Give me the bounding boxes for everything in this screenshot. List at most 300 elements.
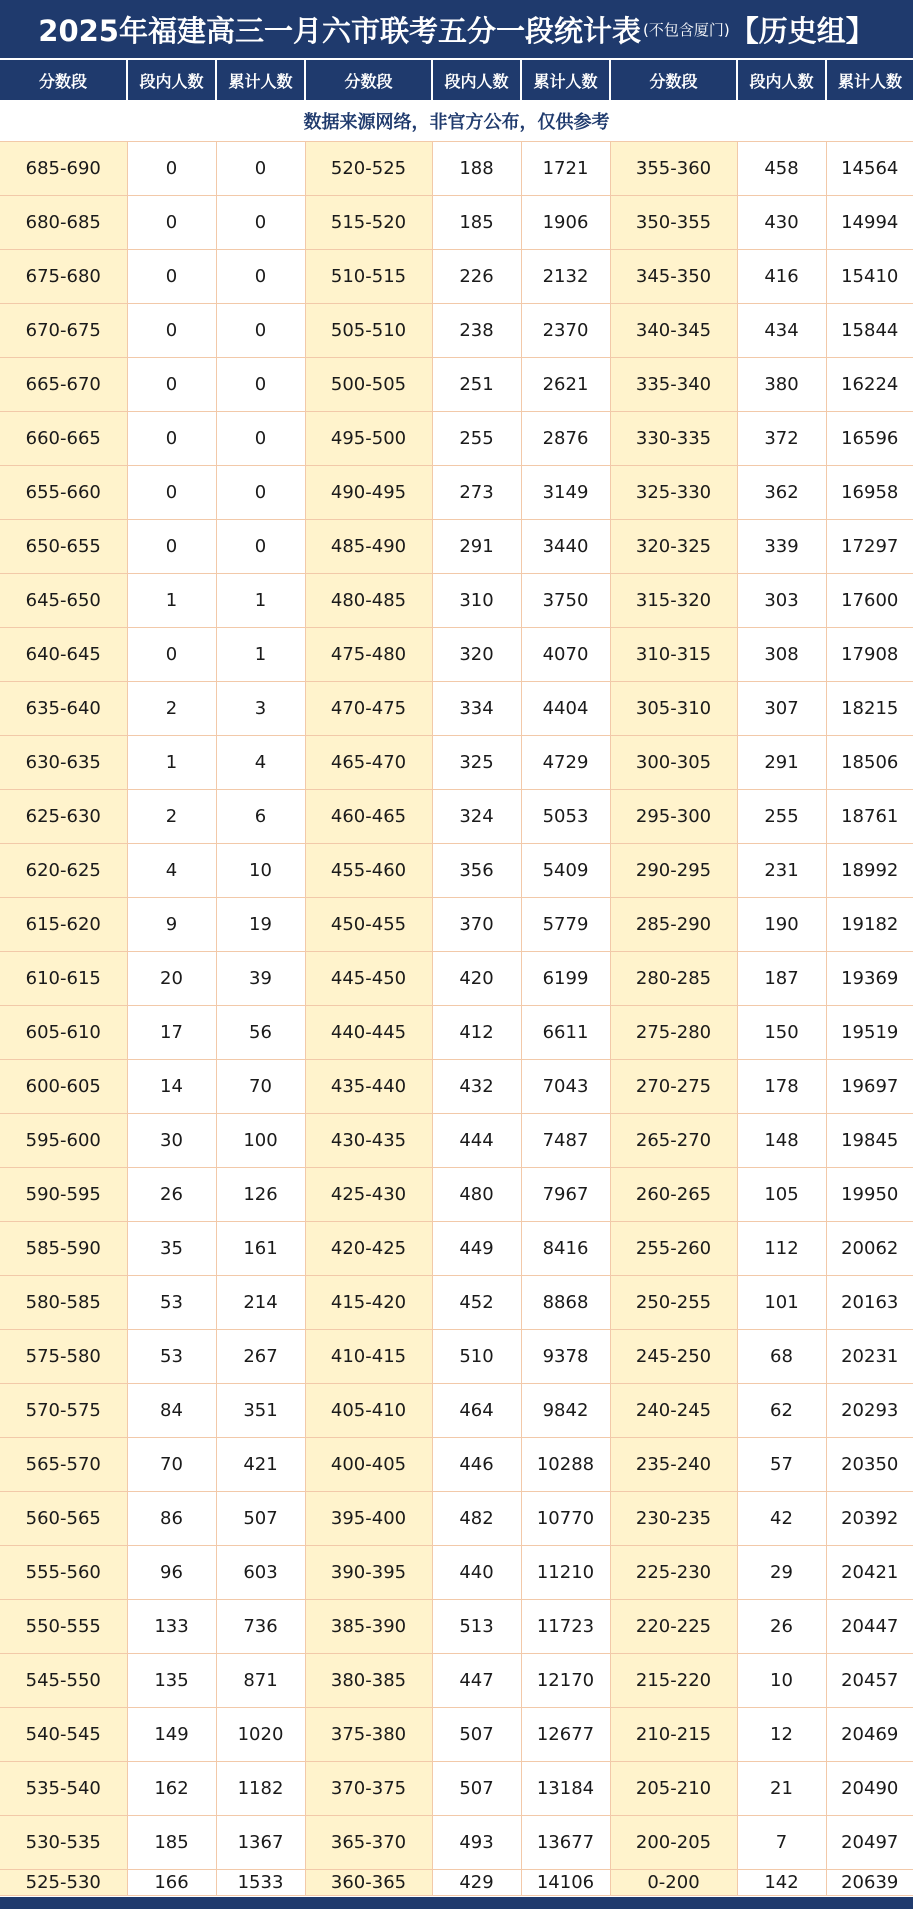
table-row: [0, 1006, 913, 1060]
segment-count-cell: 14: [127, 1060, 216, 1114]
score-range-cell: 285-290: [610, 898, 737, 952]
source-note-row: [0, 100, 913, 142]
segment-count-cell: 255: [737, 790, 826, 844]
cumulative-count-cell: 4729: [521, 736, 610, 790]
segment-count-cell: 226: [432, 250, 521, 304]
segment-count-cell: 238: [432, 304, 521, 358]
score-range-cell: 570-575: [0, 1384, 127, 1438]
score-range-cell: 585-590: [0, 1222, 127, 1276]
table-row: [0, 250, 913, 304]
segment-count-cell: 0: [127, 304, 216, 358]
segment-count-cell: 0: [127, 358, 216, 412]
score-range-cell: 430-435: [305, 1114, 432, 1168]
segment-count-cell: 185: [432, 196, 521, 250]
score-range-cell: 675-680: [0, 250, 127, 304]
segment-count-cell: 291: [432, 520, 521, 574]
score-range-cell: 560-565: [0, 1492, 127, 1546]
segment-count-cell: 162: [127, 1762, 216, 1816]
table-row: [0, 1654, 913, 1708]
segment-count-cell: 9: [127, 898, 216, 952]
segment-count-cell: 362: [737, 466, 826, 520]
segment-count-cell: 187: [737, 952, 826, 1006]
page-title: 2025年福建高三一月六市联考五分一段统计表: [38, 13, 641, 48]
table-row: [0, 736, 913, 790]
segment-count-cell: 35: [127, 1222, 216, 1276]
segment-count-cell: 458: [737, 142, 826, 196]
segment-count-cell: 84: [127, 1384, 216, 1438]
segment-count-cell: 0: [127, 520, 216, 574]
score-range-cell: 660-665: [0, 412, 127, 466]
segment-count-cell: 0: [127, 628, 216, 682]
table-row: [0, 142, 913, 196]
score-range-cell: 500-505: [305, 358, 432, 412]
cumulative-count-cell: 9378: [521, 1330, 610, 1384]
cumulative-count-cell: 39: [216, 952, 305, 1006]
table-row: [0, 1384, 913, 1438]
score-range-cell: 470-475: [305, 682, 432, 736]
cumulative-count-cell: 19369: [826, 952, 913, 1006]
segment-count-cell: 190: [737, 898, 826, 952]
cumulative-count-cell: 19697: [826, 1060, 913, 1114]
segment-count-cell: 148: [737, 1114, 826, 1168]
cumulative-count-cell: 16224: [826, 358, 913, 412]
score-range-cell: 620-625: [0, 844, 127, 898]
cumulative-count-cell: 20639: [826, 1870, 913, 1896]
cumulative-count-cell: 15410: [826, 250, 913, 304]
table-row: [0, 1870, 913, 1896]
score-range-cell: 520-525: [305, 142, 432, 196]
cumulative-count-cell: 13184: [521, 1762, 610, 1816]
cumulative-count-cell: 1182: [216, 1762, 305, 1816]
table-row: [0, 844, 913, 898]
score-range-cell: 455-460: [305, 844, 432, 898]
segment-count-cell: 420: [432, 952, 521, 1006]
segment-count-cell: 310: [432, 574, 521, 628]
segment-count-cell: 308: [737, 628, 826, 682]
score-range-cell: 235-240: [610, 1438, 737, 1492]
score-range-cell: 525-530: [0, 1870, 127, 1896]
score-range-cell: 545-550: [0, 1654, 127, 1708]
cumulative-count-cell: 9842: [521, 1384, 610, 1438]
table-row: [0, 1600, 913, 1654]
segment-count-cell: 434: [737, 304, 826, 358]
score-range-cell: 230-235: [610, 1492, 737, 1546]
cumulative-count-cell: 0: [216, 466, 305, 520]
table-row: [0, 682, 913, 736]
segment-count-cell: 324: [432, 790, 521, 844]
score-range-cell: 445-450: [305, 952, 432, 1006]
cumulative-count-cell: 8868: [521, 1276, 610, 1330]
col-header-score-range: 分数段: [305, 60, 432, 100]
table-row: [0, 1546, 913, 1600]
segment-count-cell: 26: [127, 1168, 216, 1222]
score-range-cell: 270-275: [610, 1060, 737, 1114]
segment-count-cell: 42: [737, 1492, 826, 1546]
table-row: [0, 574, 913, 628]
cumulative-count-cell: 70: [216, 1060, 305, 1114]
cumulative-count-cell: 1020: [216, 1708, 305, 1762]
table-row: [0, 898, 913, 952]
cumulative-count-cell: 1721: [521, 142, 610, 196]
segment-count-cell: 17: [127, 1006, 216, 1060]
segment-count-cell: 507: [432, 1708, 521, 1762]
score-range-cell: 375-380: [305, 1708, 432, 1762]
cumulative-count-cell: 6611: [521, 1006, 610, 1060]
cumulative-count-cell: 19182: [826, 898, 913, 952]
segment-count-cell: 21: [737, 1762, 826, 1816]
table-row: [0, 1438, 913, 1492]
cumulative-count-cell: 2876: [521, 412, 610, 466]
segment-count-cell: 12: [737, 1708, 826, 1762]
score-range-cell: 490-495: [305, 466, 432, 520]
score-range-cell: 635-640: [0, 682, 127, 736]
col-header-segment-count: 段内人数: [432, 60, 521, 100]
score-range-cell: 460-465: [305, 790, 432, 844]
cumulative-count-cell: 20490: [826, 1762, 913, 1816]
score-range-cell: 320-325: [610, 520, 737, 574]
score-range-cell: 645-650: [0, 574, 127, 628]
cumulative-count-cell: 351: [216, 1384, 305, 1438]
cumulative-count-cell: 6199: [521, 952, 610, 1006]
cumulative-count-cell: 3750: [521, 574, 610, 628]
score-range-cell: 600-605: [0, 1060, 127, 1114]
table-row: [0, 1060, 913, 1114]
cumulative-count-cell: 10770: [521, 1492, 610, 1546]
segment-count-cell: 429: [432, 1870, 521, 1896]
score-range-cell: 565-570: [0, 1438, 127, 1492]
segment-count-cell: 135: [127, 1654, 216, 1708]
segment-count-cell: 70: [127, 1438, 216, 1492]
score-range-cell: 515-520: [305, 196, 432, 250]
cumulative-count-cell: 13677: [521, 1816, 610, 1870]
cumulative-count-cell: 0: [216, 412, 305, 466]
cumulative-count-cell: 0: [216, 142, 305, 196]
segment-count-cell: 412: [432, 1006, 521, 1060]
segment-count-cell: 57: [737, 1438, 826, 1492]
cumulative-count-cell: 17908: [826, 628, 913, 682]
segment-count-cell: 334: [432, 682, 521, 736]
segment-count-cell: 231: [737, 844, 826, 898]
score-range-cell: 335-340: [610, 358, 737, 412]
col-header-score-range: 分数段: [0, 60, 127, 100]
table-row: [0, 790, 913, 844]
segment-count-cell: 452: [432, 1276, 521, 1330]
score-range-cell: 555-560: [0, 1546, 127, 1600]
header-row: [0, 60, 913, 100]
segment-count-cell: 0: [127, 250, 216, 304]
score-range-cell: 435-440: [305, 1060, 432, 1114]
cumulative-count-cell: 15844: [826, 304, 913, 358]
score-range-cell: 310-315: [610, 628, 737, 682]
table-row: [0, 1492, 913, 1546]
score-range-cell: 280-285: [610, 952, 737, 1006]
score-range-cell: 370-375: [305, 1762, 432, 1816]
col-header-score-range: 分数段: [610, 60, 737, 100]
cumulative-count-cell: 19: [216, 898, 305, 952]
score-range-cell: 395-400: [305, 1492, 432, 1546]
score-range-cell: 450-455: [305, 898, 432, 952]
score-range-cell: 315-320: [610, 574, 737, 628]
score-range-cell: 355-360: [610, 142, 737, 196]
score-range-cell: 380-385: [305, 1654, 432, 1708]
cumulative-count-cell: 0: [216, 358, 305, 412]
segment-count-cell: 7: [737, 1816, 826, 1870]
cumulative-count-cell: 12170: [521, 1654, 610, 1708]
cumulative-count-cell: 14994: [826, 196, 913, 250]
cumulative-count-cell: 20469: [826, 1708, 913, 1762]
segment-count-cell: 325: [432, 736, 521, 790]
cumulative-count-cell: 20350: [826, 1438, 913, 1492]
score-range-cell: 305-310: [610, 682, 737, 736]
table-row: [0, 304, 913, 358]
cumulative-count-cell: 7043: [521, 1060, 610, 1114]
segment-count-cell: 291: [737, 736, 826, 790]
score-range-cell: 440-445: [305, 1006, 432, 1060]
score-range-cell: 325-330: [610, 466, 737, 520]
segment-count-cell: 0: [127, 412, 216, 466]
table-row: [0, 196, 913, 250]
score-range-cell: 405-410: [305, 1384, 432, 1438]
score-range-cell: 275-280: [610, 1006, 737, 1060]
segment-count-cell: 480: [432, 1168, 521, 1222]
score-range-cell: 630-635: [0, 736, 127, 790]
segment-count-cell: 464: [432, 1384, 521, 1438]
table-row: [0, 466, 913, 520]
score-range-cell: 540-545: [0, 1708, 127, 1762]
segment-count-cell: 444: [432, 1114, 521, 1168]
cumulative-count-cell: 10: [216, 844, 305, 898]
cumulative-count-cell: 0: [216, 304, 305, 358]
segment-count-cell: 53: [127, 1330, 216, 1384]
table-row: [0, 1276, 913, 1330]
segment-count-cell: 482: [432, 1492, 521, 1546]
table-row: [0, 358, 913, 412]
title-bar: [0, 0, 913, 60]
score-range-cell: 475-480: [305, 628, 432, 682]
score-range-cell: 210-215: [610, 1708, 737, 1762]
score-range-cell: 400-405: [305, 1438, 432, 1492]
cumulative-count-cell: 18761: [826, 790, 913, 844]
segment-count-cell: 26: [737, 1600, 826, 1654]
cumulative-count-cell: 20457: [826, 1654, 913, 1708]
segment-count-cell: 2: [127, 682, 216, 736]
cumulative-count-cell: 20421: [826, 1546, 913, 1600]
segment-count-cell: 0: [127, 196, 216, 250]
segment-count-cell: 86: [127, 1492, 216, 1546]
segment-count-cell: 105: [737, 1168, 826, 1222]
segment-count-cell: 432: [432, 1060, 521, 1114]
page-title-note: (不包含厦门): [642, 20, 730, 39]
cumulative-count-cell: 20392: [826, 1492, 913, 1546]
cumulative-count-cell: 18992: [826, 844, 913, 898]
score-range-cell: 580-585: [0, 1276, 127, 1330]
score-range-cell: 650-655: [0, 520, 127, 574]
segment-count-cell: 0: [127, 142, 216, 196]
cumulative-count-cell: 5779: [521, 898, 610, 952]
cumulative-count-cell: 20497: [826, 1816, 913, 1870]
segment-count-cell: 185: [127, 1816, 216, 1870]
cumulative-count-cell: 16958: [826, 466, 913, 520]
score-range-cell: 550-555: [0, 1600, 127, 1654]
table-row: [0, 628, 913, 682]
score-range-cell: 495-500: [305, 412, 432, 466]
segment-count-cell: 320: [432, 628, 521, 682]
table-row: [0, 1330, 913, 1384]
cumulative-count-cell: 4: [216, 736, 305, 790]
table-row: [0, 1114, 913, 1168]
cumulative-count-cell: 19519: [826, 1006, 913, 1060]
score-range-cell: 605-610: [0, 1006, 127, 1060]
score-range-cell: 255-260: [610, 1222, 737, 1276]
segment-count-cell: 150: [737, 1006, 826, 1060]
score-range-cell: 575-580: [0, 1330, 127, 1384]
bottom-bar: [0, 1897, 913, 1909]
segment-count-cell: 96: [127, 1546, 216, 1600]
cumulative-count-cell: 3: [216, 682, 305, 736]
score-range-cell: 530-535: [0, 1816, 127, 1870]
score-range-cell: 655-660: [0, 466, 127, 520]
score-range-cell: 250-255: [610, 1276, 737, 1330]
segment-count-cell: 166: [127, 1870, 216, 1896]
cumulative-count-cell: 5409: [521, 844, 610, 898]
cumulative-count-cell: 20231: [826, 1330, 913, 1384]
source-note: 数据来源网络，非官方公布，仅供参考: [0, 100, 913, 142]
cumulative-count-cell: 0: [216, 250, 305, 304]
score-range-cell: 595-600: [0, 1114, 127, 1168]
cumulative-count-cell: 100: [216, 1114, 305, 1168]
cumulative-count-cell: 10288: [521, 1438, 610, 1492]
score-range-cell: 425-430: [305, 1168, 432, 1222]
cumulative-count-cell: 2621: [521, 358, 610, 412]
segment-count-cell: 356: [432, 844, 521, 898]
table-row: [0, 1816, 913, 1870]
cumulative-count-cell: 736: [216, 1600, 305, 1654]
segment-count-cell: 440: [432, 1546, 521, 1600]
score-range-cell: 665-670: [0, 358, 127, 412]
cumulative-count-cell: 126: [216, 1168, 305, 1222]
cumulative-count-cell: 214: [216, 1276, 305, 1330]
score-range-cell: 0-200: [610, 1870, 737, 1896]
cumulative-count-cell: 12677: [521, 1708, 610, 1762]
cumulative-count-cell: 2370: [521, 304, 610, 358]
segment-count-cell: 112: [737, 1222, 826, 1276]
segment-count-cell: 303: [737, 574, 826, 628]
segment-count-cell: 68: [737, 1330, 826, 1384]
segment-count-cell: 507: [432, 1762, 521, 1816]
table-row: [0, 1708, 913, 1762]
cumulative-count-cell: 2132: [521, 250, 610, 304]
cumulative-count-cell: 871: [216, 1654, 305, 1708]
cumulative-count-cell: 20447: [826, 1600, 913, 1654]
cumulative-count-cell: 3440: [521, 520, 610, 574]
cumulative-count-cell: 3149: [521, 466, 610, 520]
cumulative-count-cell: 18215: [826, 682, 913, 736]
segment-count-cell: 430: [737, 196, 826, 250]
segment-count-cell: 2: [127, 790, 216, 844]
col-header-segment-count: 段内人数: [737, 60, 826, 100]
score-range-cell: 340-345: [610, 304, 737, 358]
score-range-cell: 505-510: [305, 304, 432, 358]
score-range-cell: 420-425: [305, 1222, 432, 1276]
col-header-cumulative-count: 累计人数: [521, 60, 610, 100]
segment-count-cell: 372: [737, 412, 826, 466]
cumulative-count-cell: 5053: [521, 790, 610, 844]
cumulative-count-cell: 7487: [521, 1114, 610, 1168]
score-range-cell: 225-230: [610, 1546, 737, 1600]
score-range-cell: 350-355: [610, 196, 737, 250]
cumulative-count-cell: 507: [216, 1492, 305, 1546]
score-range-cell: 670-675: [0, 304, 127, 358]
cumulative-count-cell: 7967: [521, 1168, 610, 1222]
score-range-cell: 680-685: [0, 196, 127, 250]
cumulative-count-cell: 6: [216, 790, 305, 844]
cumulative-count-cell: 1: [216, 574, 305, 628]
score-range-cell: 415-420: [305, 1276, 432, 1330]
segment-count-cell: 447: [432, 1654, 521, 1708]
score-range-cell: 615-620: [0, 898, 127, 952]
score-range-cell: 220-225: [610, 1600, 737, 1654]
cumulative-count-cell: 0: [216, 520, 305, 574]
segment-count-cell: 1: [127, 736, 216, 790]
cumulative-count-cell: 267: [216, 1330, 305, 1384]
segment-count-cell: 510: [432, 1330, 521, 1384]
score-range-cell: 485-490: [305, 520, 432, 574]
segment-count-cell: 53: [127, 1276, 216, 1330]
cumulative-count-cell: 56: [216, 1006, 305, 1060]
table-row: [0, 1222, 913, 1276]
segment-count-cell: 101: [737, 1276, 826, 1330]
cumulative-count-cell: 11723: [521, 1600, 610, 1654]
col-header-cumulative-count: 累计人数: [826, 60, 913, 100]
score-range-cell: 295-300: [610, 790, 737, 844]
cumulative-count-cell: 11210: [521, 1546, 610, 1600]
score-range-cell: 215-220: [610, 1654, 737, 1708]
score-range-cell: 330-335: [610, 412, 737, 466]
cumulative-count-cell: 14106: [521, 1870, 610, 1896]
segment-count-cell: 0: [127, 466, 216, 520]
table-row: [0, 1168, 913, 1222]
cumulative-count-cell: 421: [216, 1438, 305, 1492]
score-range-cell: 365-370: [305, 1816, 432, 1870]
cumulative-count-cell: 1: [216, 628, 305, 682]
segment-count-cell: 255: [432, 412, 521, 466]
score-range-cell: 245-250: [610, 1330, 737, 1384]
cumulative-count-cell: 16596: [826, 412, 913, 466]
cumulative-count-cell: 17297: [826, 520, 913, 574]
table-row: [0, 1762, 913, 1816]
cumulative-count-cell: 20062: [826, 1222, 913, 1276]
score-range-cell: 410-415: [305, 1330, 432, 1384]
score-range-cell: 260-265: [610, 1168, 737, 1222]
cumulative-count-cell: 161: [216, 1222, 305, 1276]
segment-count-cell: 30: [127, 1114, 216, 1168]
cumulative-count-cell: 19845: [826, 1114, 913, 1168]
cumulative-count-cell: 0: [216, 196, 305, 250]
segment-count-cell: 20: [127, 952, 216, 1006]
score-range-cell: 240-245: [610, 1384, 737, 1438]
score-distribution-table: [0, 60, 913, 1896]
cumulative-count-cell: 1906: [521, 196, 610, 250]
table-row: [0, 412, 913, 466]
score-range-cell: 510-515: [305, 250, 432, 304]
cumulative-count-cell: 19950: [826, 1168, 913, 1222]
page-title-group: 【历史组】: [729, 13, 875, 48]
score-range-cell: 590-595: [0, 1168, 127, 1222]
score-range-cell: 360-365: [305, 1870, 432, 1896]
cumulative-count-cell: 8416: [521, 1222, 610, 1276]
segment-count-cell: 370: [432, 898, 521, 952]
cumulative-count-cell: 4070: [521, 628, 610, 682]
